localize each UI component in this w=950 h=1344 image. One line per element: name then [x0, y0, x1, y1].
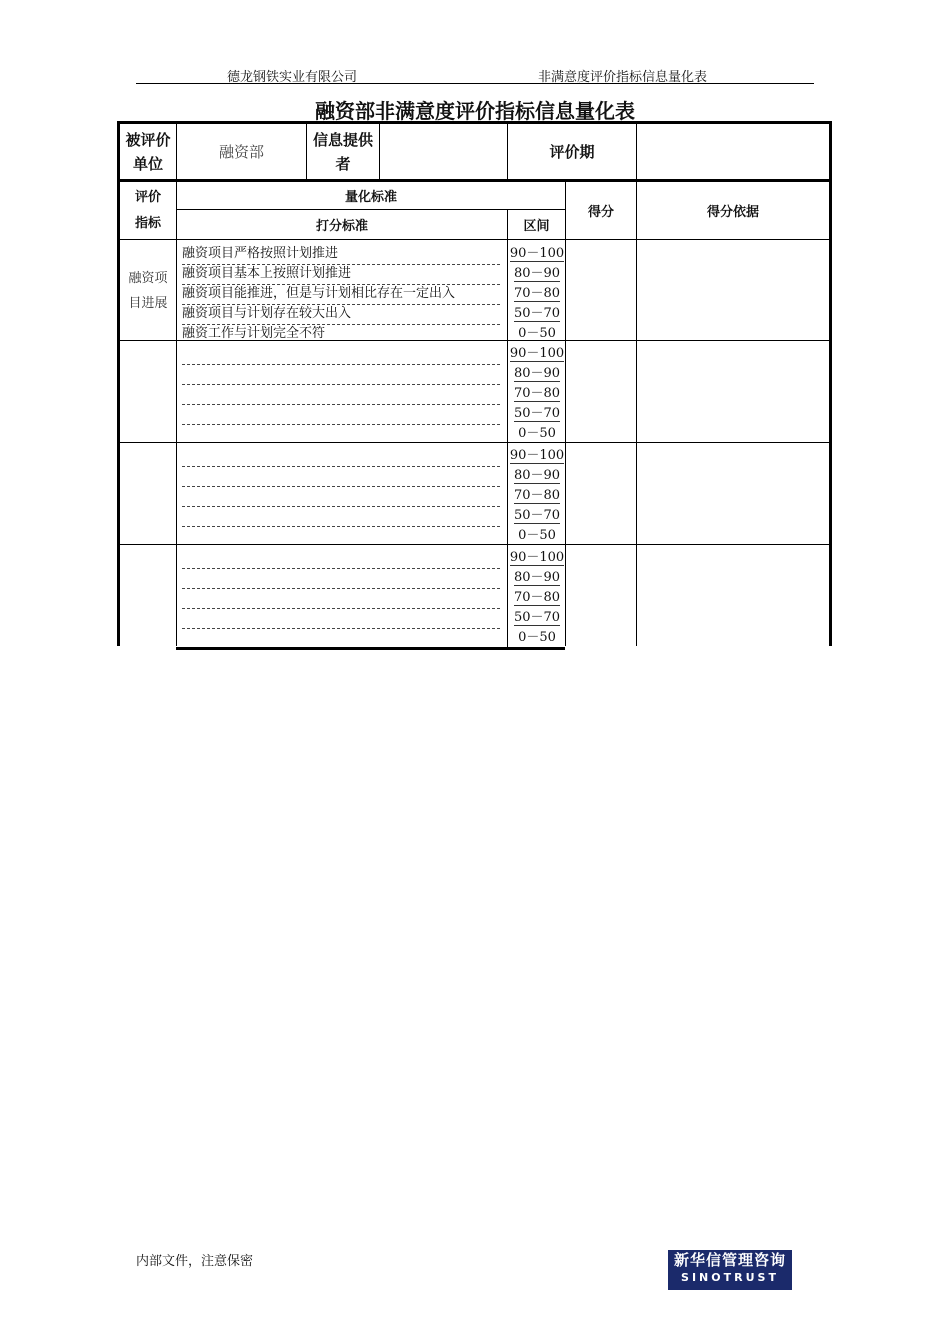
score-cell[interactable]	[566, 546, 636, 646]
basis-cell[interactable]	[637, 444, 829, 544]
header-company: 德龙钢铁实业有限公司	[227, 70, 358, 85]
logo-en-text: SINOTRUST	[681, 1271, 779, 1284]
basis-cell[interactable]	[637, 241, 829, 340]
range-value: 50－70	[513, 508, 561, 523]
score-cell[interactable]	[566, 444, 636, 544]
range-value: 50－70	[513, 306, 561, 321]
criterion-text	[182, 506, 500, 527]
range-value: 0－50	[518, 426, 556, 441]
sinotrust-logo	[668, 1250, 792, 1290]
provider-value[interactable]	[380, 124, 507, 179]
range-value: 50－70	[513, 406, 561, 421]
range-value: 70－80	[513, 590, 561, 605]
period-value[interactable]	[637, 124, 829, 179]
range-value: 0－50	[518, 528, 556, 543]
criterion-text	[182, 548, 500, 569]
score-cell[interactable]	[566, 342, 636, 442]
provider-label: 信息提供者	[313, 130, 374, 173]
col-basis: 得分依据	[706, 205, 759, 220]
page-title: 融资部非满意度评价指标信息量化表	[315, 99, 635, 123]
criterion-text	[182, 424, 500, 444]
criterion-text	[182, 588, 500, 609]
section-indicator: 融资项目进展	[128, 270, 168, 311]
section-indicator	[120, 444, 176, 544]
criterion-text	[182, 568, 500, 589]
col-score: 得分	[587, 205, 614, 220]
criterion-text	[182, 486, 500, 507]
range-value: 90－100	[509, 346, 565, 361]
criterion-text	[182, 364, 500, 385]
range-value: 90－100	[509, 448, 565, 463]
logo-cn-text: 新华信管理咨询	[673, 1251, 786, 1269]
basis-cell[interactable]	[637, 342, 829, 442]
criterion-text	[182, 404, 500, 425]
criterion-text	[182, 446, 500, 467]
evaluated-unit-label: 被评价单位	[125, 130, 171, 173]
criterion-text: 融资项目基本上按照计划推进	[182, 264, 500, 285]
range-value: 70－80	[513, 386, 561, 401]
score-cell[interactable]	[566, 241, 636, 340]
criterion-text	[182, 526, 500, 546]
range-value: 80－90	[513, 468, 561, 483]
range-value: 0－50	[518, 326, 556, 341]
criterion-text	[182, 466, 500, 487]
criterion-text: 融资项目严格按照计划推进	[182, 244, 500, 265]
col-quant-standard: 量化标准	[344, 190, 397, 205]
range-value: 90－100	[509, 246, 565, 261]
section-indicator	[120, 342, 176, 442]
criterion-text: 融资工作与计划完全不符	[182, 326, 326, 341]
criterion-text	[182, 384, 500, 405]
criterion-text	[182, 608, 500, 629]
col-scoring-standard: 打分标准	[315, 219, 368, 234]
col-range: 区间	[523, 219, 550, 234]
evaluated-unit-value: 融资部	[218, 143, 264, 161]
basis-cell[interactable]	[637, 546, 829, 646]
footer-note: 内部文件，注意保密	[136, 1254, 254, 1269]
section-indicator	[120, 546, 176, 646]
criterion-text	[182, 628, 500, 648]
header-doc-name: 非满意度评价指标信息量化表	[538, 70, 708, 85]
range-value: 0－50	[518, 630, 556, 645]
criterion-text: 融资项目能推进，但是与计划相比存在一定出入	[182, 284, 500, 305]
range-value: 80－90	[513, 366, 561, 381]
period-label: 评价期	[549, 143, 595, 161]
range-value: 80－90	[513, 266, 561, 281]
range-value: 70－80	[513, 488, 561, 503]
range-value: 70－80	[513, 286, 561, 301]
range-value: 50－70	[513, 610, 561, 625]
criterion-text	[182, 344, 500, 365]
col-indicator: 评价指标	[134, 189, 161, 231]
criterion-text: 融资项目与计划存在较大出入	[182, 304, 500, 325]
range-value: 80－90	[513, 570, 561, 585]
range-value: 90－100	[509, 550, 565, 565]
